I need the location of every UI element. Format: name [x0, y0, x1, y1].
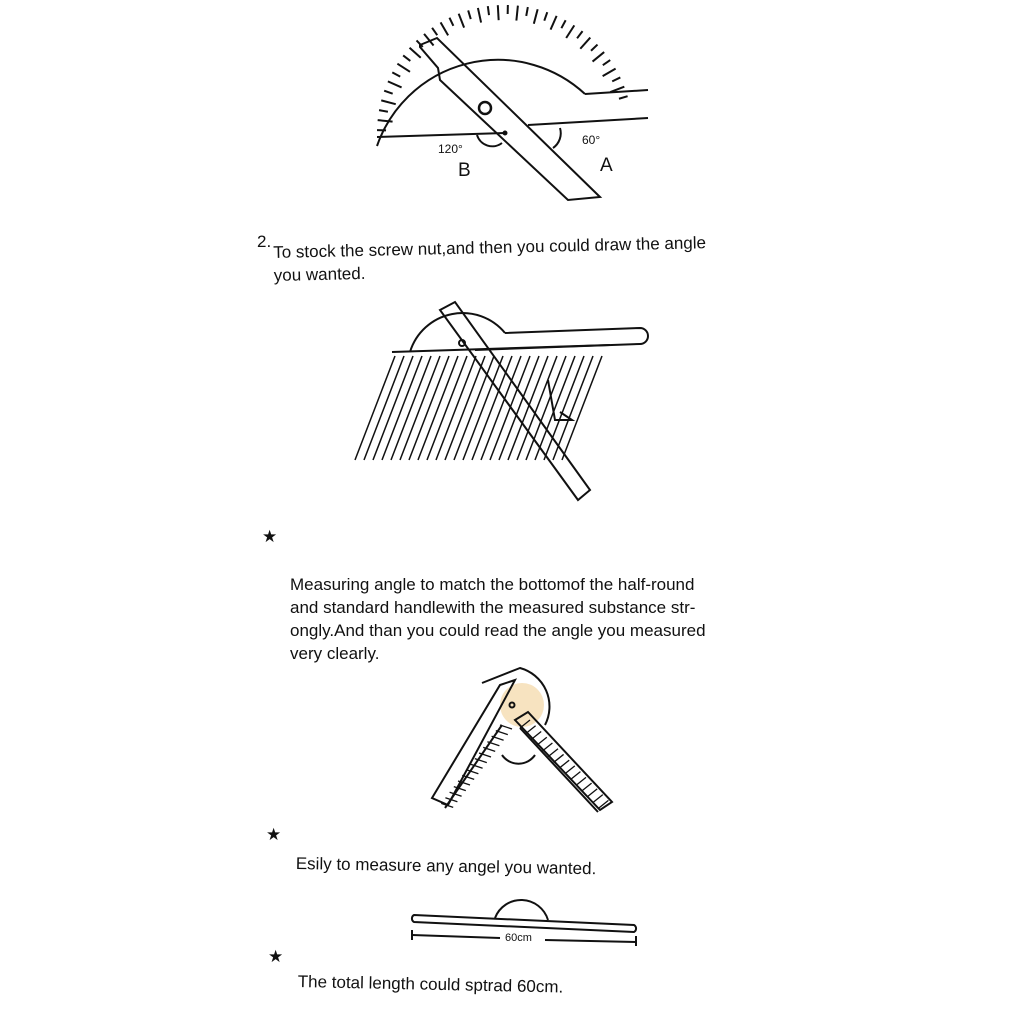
- star-bullet: ★: [268, 947, 284, 966]
- tip3-text: The total length could sptrad 60cm.: [297, 971, 564, 997]
- text-line: you wanted.: [273, 263, 366, 285]
- star-bullet: ★: [266, 825, 282, 844]
- label-a: A: [600, 155, 613, 176]
- text-line: very clearly.: [290, 644, 380, 663]
- step-number: 2.: [257, 232, 272, 251]
- angle-60-label: 60°: [582, 133, 601, 147]
- length-label: 60cm: [505, 932, 532, 944]
- text-line: and standard handlewith the measured substance str-: [290, 598, 696, 617]
- star-bullet: ★: [262, 527, 278, 546]
- text-line: To stock the screw nut,and then you could draw the angle: [273, 233, 707, 262]
- tip2-text: Esily to measure any angel you wanted.: [295, 853, 597, 879]
- angle-120-label: 120°: [438, 142, 463, 156]
- label-b: B: [458, 160, 471, 181]
- text-line: Measuring angle to match the bottomof the half-round: [290, 575, 695, 594]
- text-line: ongly.And than you could read the angle you measured: [290, 621, 706, 640]
